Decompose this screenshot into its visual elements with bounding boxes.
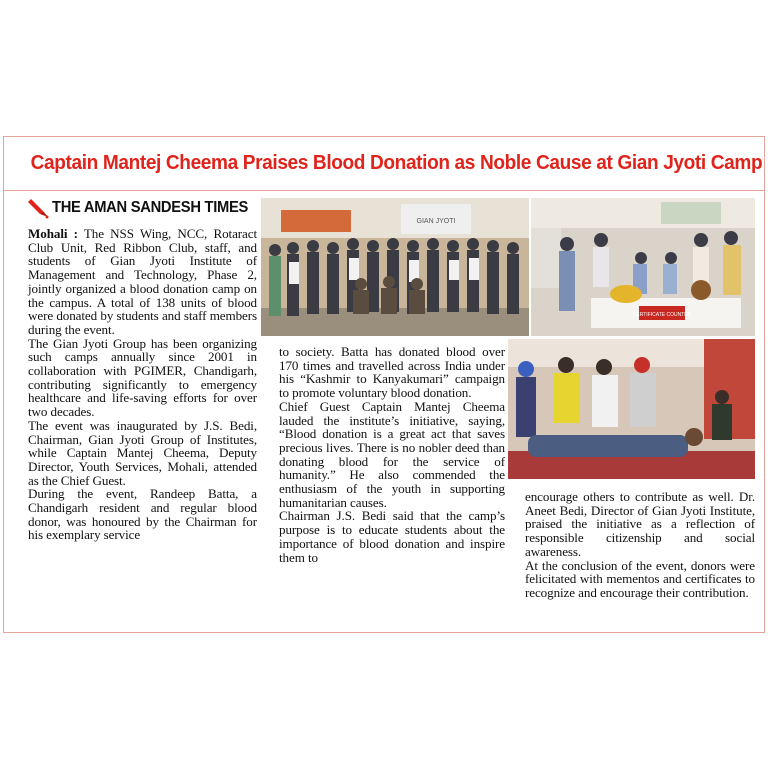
headline-divider bbox=[4, 190, 764, 191]
news-clipping bbox=[3, 136, 765, 633]
pen-icon bbox=[28, 197, 50, 219]
article-column-2 bbox=[279, 345, 505, 564]
group-photo bbox=[261, 198, 529, 336]
counter-photo bbox=[531, 198, 755, 336]
headline: Captain Mantej Cheema Praises Blood Donation as Noble Cause at Gian Jyoti Camp bbox=[30, 151, 763, 174]
paragraph-8: encourage others to contribute as well. Dr. Aneet Bedi, Director of Gian Jyoti Institute, praised the initiative as a reflection of responsible citizenship and social awareness. bbox=[525, 489, 755, 559]
paragraph-9: At the conclusion of the event, donors were felicitated with mementos and certificates to recognize and encourage their contribution. bbox=[525, 557, 755, 600]
donor-photo bbox=[508, 339, 755, 479]
paragraph-3: The event was inaugurated by J.S. Bedi, Chairman, Gian Jyoti Group of Institutes, while Captain Mantej Cheema, Deputy Director, Youth Services, Mohali, attended as the Chief Guest. bbox=[28, 417, 257, 488]
paragraph-6: Chief Guest Captain Mantej Cheema lauded the institute’s initiative, saying, “Blood donation is a great act that saves precious lives. There is no nobler deed than donating blood for the service of humanity.” He also commended the enthusiasm of the youth in supporting humanitarian causes. bbox=[279, 398, 505, 510]
article-column-1 bbox=[28, 227, 257, 542]
paragraph-7: Chairman J.S. Bedi said that the camp’s purpose is to educate students about the importance of blood donation and inspire them to bbox=[279, 508, 505, 565]
masthead-title: THE AMAN SANDESH TIMES bbox=[52, 199, 249, 216]
paragraph-1: Mohali : The NSS Wing, NCC, Rotaract Club Unit, Red Ribbon Club, staff, and students of Gian Jyoti Institute of Management and Technology, Phase 2, jointly organized a blood donation camp on the campus. A total of 138 units of blood were donated by students and staff members during the event. bbox=[28, 226, 257, 337]
article-column-3 bbox=[525, 490, 755, 600]
masthead bbox=[28, 197, 262, 219]
banner-text: GIAN JYOTI bbox=[416, 218, 456, 225]
dateline: Mohali : bbox=[28, 226, 78, 241]
paragraph-2: The Gian Jyoti Group has been organizing such camps annually since 2001 in collaboration with PGIMER, Chandigarh, contributing significantly to emergency healthcare and life-saving efforts for over two decades. bbox=[28, 335, 257, 420]
paragraph-5: to society. Batta has donated blood over 170 times and travelled across India under his “Kashmir to Kanyakumari” campaign to promote voluntary blood donation. bbox=[279, 344, 505, 401]
counter-sign-text: CERTIFICATE COUNTER bbox=[632, 312, 692, 318]
paragraph-4: During the event, Randeep Batta, a Chandigarh resident and regular blood donor, was honoured by the Chairman for his exemplary service bbox=[28, 486, 257, 543]
